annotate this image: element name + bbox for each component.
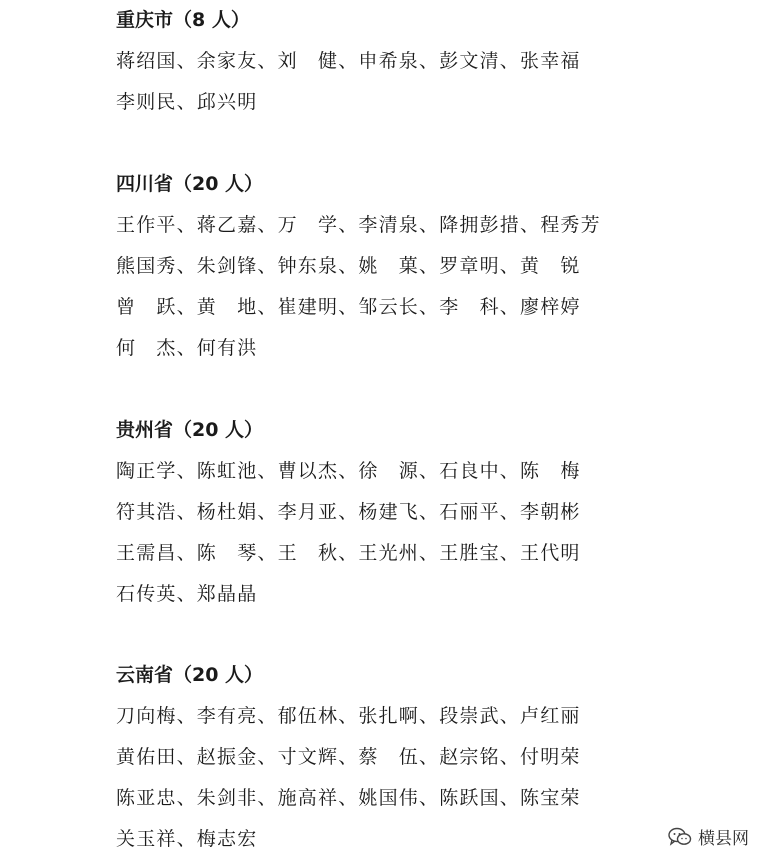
- name-line: 李则民、邱兴明: [116, 91, 258, 113]
- name-line: 蒋绍国、余家友、刘 健、申希泉、彭文清、张幸福: [116, 50, 581, 72]
- name-line: 熊国秀、朱剑锋、钟东泉、姚 菓、罗章明、黄 锐: [116, 255, 581, 277]
- name-line: 符其浩、杨杜娟、李月亚、杨建飞、石丽平、李朝彬: [116, 501, 581, 523]
- watermark: [664, 822, 753, 851]
- watermark-text: 横县网: [698, 829, 749, 849]
- name-line: 石传英、郑晶晶: [116, 583, 258, 605]
- section-heading-yunnan: 云南省（20 人）: [116, 664, 264, 686]
- name-line: 陈亚忠、朱剑非、施高祥、姚国伟、陈跃国、陈宝荣: [116, 787, 581, 809]
- name-line: 刀向梅、李有亮、郁伍林、张扎啊、段崇武、卢红丽: [116, 705, 581, 727]
- section-heading-chongqing: 重庆市（8 人）: [116, 9, 250, 31]
- name-line: 陶正学、陈虹池、曹以杰、徐 源、石良中、陈 梅: [116, 460, 581, 482]
- section-heading-guizhou: 贵州省（20 人）: [116, 419, 264, 441]
- section-heading-sichuan: 四川省（20 人）: [116, 173, 264, 195]
- name-line: 何 杰、何有洪: [116, 337, 258, 359]
- name-line: 曾 跃、黄 地、崔建明、邹云长、李 科、廖梓婷: [116, 296, 581, 318]
- name-line: 黄佑田、赵振金、寸文辉、蔡 伍、赵宗铭、付明荣: [116, 746, 581, 768]
- name-line: 王作平、蒋乙嘉、万 学、李清泉、降拥彭措、程秀芳: [116, 214, 601, 236]
- wechat-icon: [668, 827, 692, 847]
- name-line: 王需昌、陈 琴、王 秋、王光州、王胜宝、王代明: [116, 542, 581, 564]
- name-line: 关玉祥、梅志宏: [116, 828, 258, 850]
